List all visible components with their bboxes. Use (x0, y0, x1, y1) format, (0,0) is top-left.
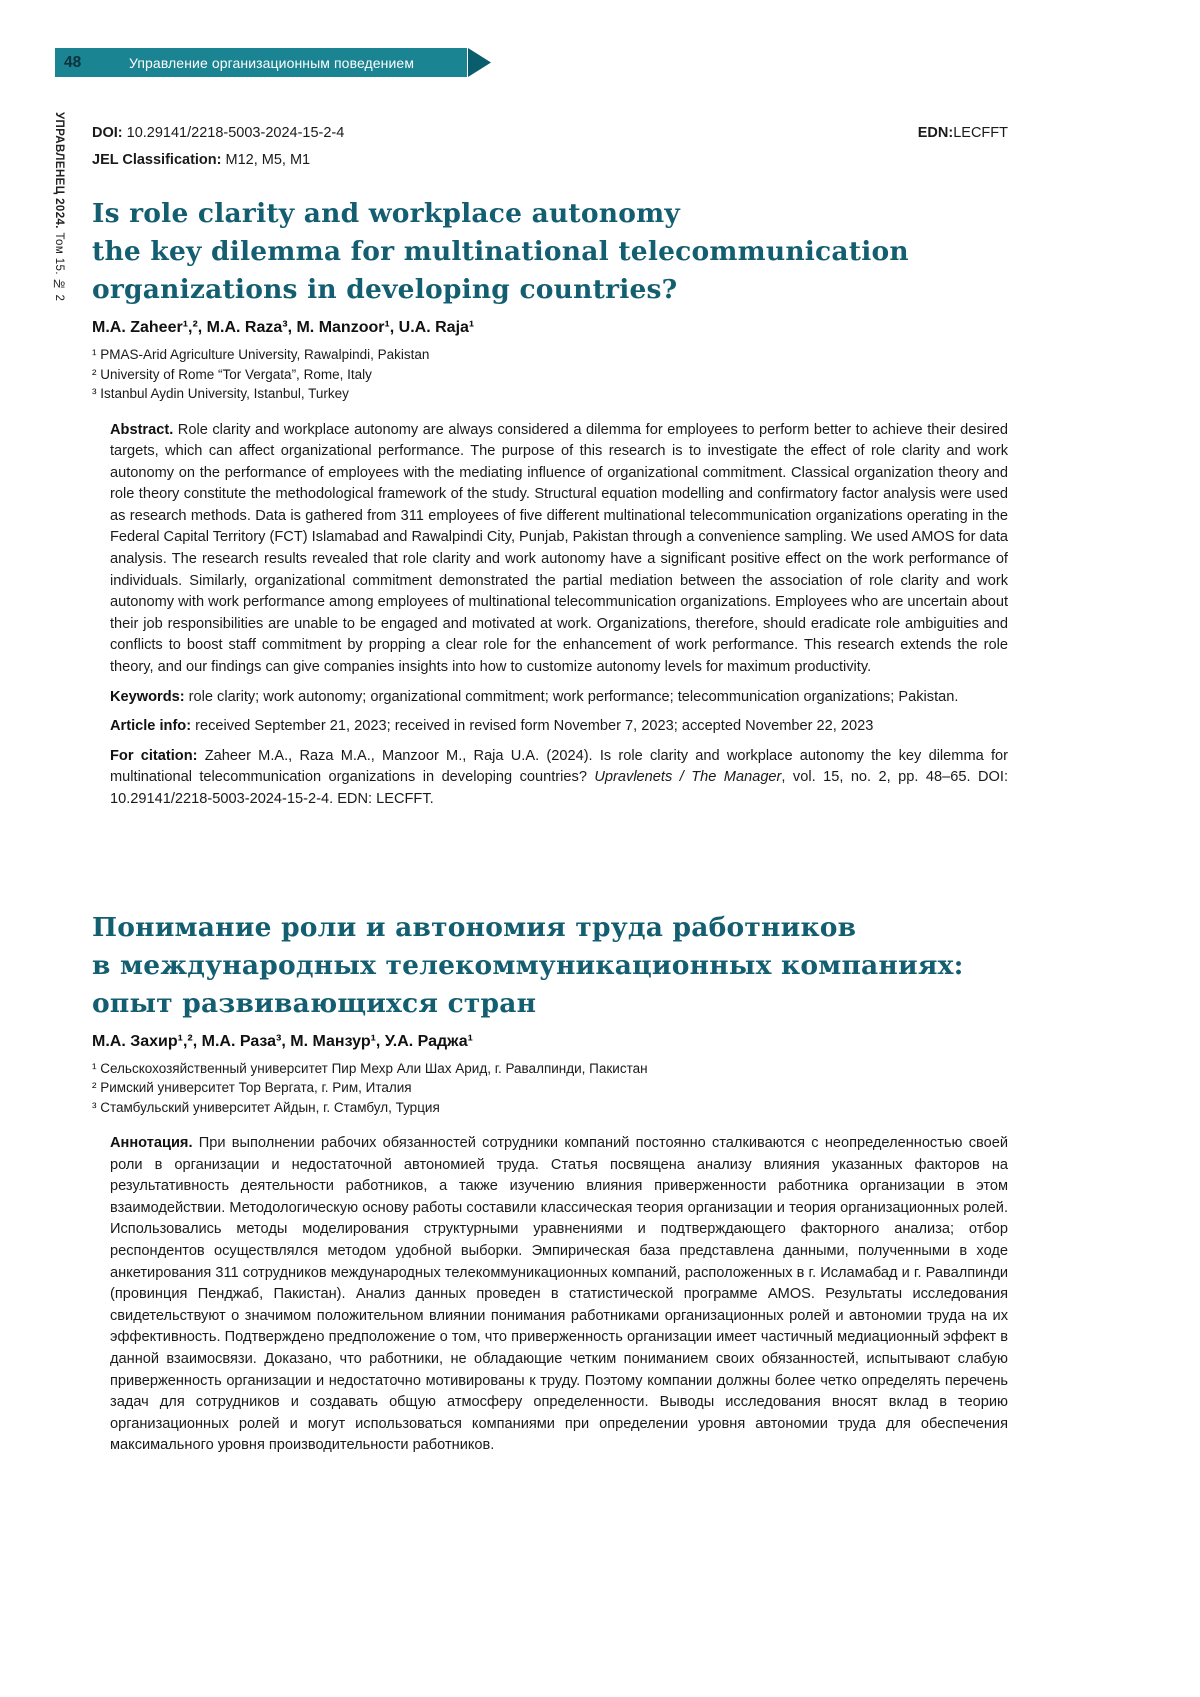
abstract-label-en: Abstract. (110, 421, 174, 438)
spine-issue-info: Том 15. № 2 (53, 232, 65, 302)
doi-value: 10.29141/2218-5003-2024-15-2-4 (126, 125, 345, 141)
title-en-line-1: Is role clarity and workplace autonomy (92, 198, 680, 229)
title-ru-line-2: в международных телекоммуникационных компаниях: (92, 949, 964, 981)
jel-label: JEL Classification: (92, 152, 222, 168)
article-info-label: Article info: (110, 718, 192, 735)
abstract-paragraph-en (110, 420, 1008, 679)
title-ru-line-1: Понимание роли и автономия труда работников (92, 911, 857, 943)
spine-journal-name: УПРАВЛЕНЕЦ 2024. (53, 112, 65, 229)
citation-journal-name: Upravlenets / The Manager (594, 769, 782, 786)
edn-label: EDN: (917, 125, 954, 141)
abstract-section-ru (92, 1133, 1008, 1457)
jel-row (92, 151, 1008, 169)
page-number: 48 (64, 53, 82, 71)
article-title-en (92, 195, 1008, 309)
affiliation-ru-1: ¹ Сельскохозяйственный университет Пир Мехр Али Шах Арид, г. Равалпинди, Пакистан (92, 1060, 648, 1076)
page-header (55, 48, 491, 77)
title-en-line-3: organizations in developing countries? (92, 274, 678, 305)
authors-ru: М.А. Захир¹,², М.А. Раза³, М. Манзур¹, У.А. Раджа¹ (92, 1032, 473, 1050)
edn-block (918, 124, 1008, 142)
citation-text-after: , vol. 15, no. 2, pp. 48–65. DOI: 10.29141/2218-5003-2024-15-2-4. EDN: LECFFT. (110, 769, 1008, 807)
keywords-text: role clarity; work autonomy; organizational commitment; work performance; telecommunication organizations; Pakistan. (188, 688, 959, 705)
affiliations-en (92, 345, 1008, 404)
citation-paragraph (110, 746, 1008, 811)
article-title-ru (92, 909, 1008, 1023)
doi-edn-row (92, 124, 1008, 142)
abstract-section-en (92, 420, 1008, 811)
journal-spine-label (53, 112, 65, 301)
doi-label: DOI: (92, 125, 123, 141)
title-ru-line-3: опыт развивающихся стран (92, 987, 537, 1019)
doi-block (92, 124, 344, 142)
abstract-text-ru: При выполнении рабочих обязанностей сотрудники компаний постоянно сталкиваются с неопределенностью своей роли в организации и недостаточной автономией труда. Статья посвящена анализу влияния указанных факторов на результативность деятельности работников, а также изучению влияния приверженности работника организации в этом взаимодействии. Методологическую основу работы составили классическая теория организации и теория организационных ролей. Использовались методы моделирования структурными уравнениями и подтверждающего факторного анализа; отбор респондентов осуществлялся методом удобной выборки. Эмпирическая база представлена данными, полученными в ходе анкетирования 311 сотрудников международных телекоммуникационных компаний, расположенных в г. Исламабад и г. Равалпинди (провинция Пенджаб, Пакистан). Анализ данных проведен в статистической программе AMOS. Результаты исследования свидетельствуют о значимом положительном влиянии понимания работниками организационных ролей и автономии труда на их эффективность. Подтверждено предположение о том, что приверженность организации имеет частичный медиационный эффект в данной взаимосвязи. Доказано, что работники, не обладающие четким пониманием своих обязанностей, испытывают слабую приверженность организации и недостаточно мотивированы к труду. Поэтому компании должны более четко определять перечень задач для сотрудников и создавать общую атмосферу определенности. Выводы исследования вносят вклад в теорию организационных ролей и могут использоваться компаниями при определении уровня автономии труда для обеспечения максимального уровня производительности работников. (110, 1135, 1008, 1454)
article-info-text: received September 21, 2023; received in revised form November 7, 2023; accepted November 22, 2023 (195, 718, 874, 735)
header-arrow-icon (468, 48, 491, 77)
affiliations-ru (92, 1059, 1008, 1118)
affiliation-ru-2: ² Римский университет Тор Вергата, г. Рим, Италия (92, 1080, 412, 1096)
abstract-text-en: Role clarity and workplace autonomy are always considered a dilemma for employees to perform better to achieve their desired targets, which can affect organizational performance. The purpose of this research is to investigate the effect of role clarity and work autonomy on the performance of employees with the mediating influence of organizational commitment. Classical organization theory and role theory constitute the methodological framework of the study. Structural equation modelling and confirmatory factor analysis were used as research methods. Data is gathered from 311 employees of five different multinational telecommunication organizations operating in the Federal Capital Territory (FCT) Islamabad and Rawalpindi City, Punjab, Pakistan through a convenience sampling. We used AMOS for data analysis. The research results revealed that role clarity and work autonomy have a significant positive effect on the work performance of individuals. Similarly, organizational commitment demonstrated the partial mediation between the association of role clarity and work autonomy with work performance among employees of multinational telecommunication organizations. Employees who are uncertain about their job responsibilities are unable to be engaged and motivated at work. Organizations, therefore, should eradicate role ambiguities and conflicts to boost staff commitment by propping a clear role for the enhancement of work performance. This research extends the role theory, and our findings can give companies insights into how to customize autonomy levels for maximum productivity. (110, 421, 1008, 676)
affiliation-en-3: ³ Istanbul Aydin University, Istanbul, Turkey (92, 386, 349, 401)
article-info-paragraph (110, 716, 1008, 738)
abstract-paragraph-ru (110, 1133, 1008, 1457)
jel-value: M12, M5, M1 (225, 152, 311, 168)
abstract-label-ru: Аннотация. (110, 1135, 193, 1152)
keywords-label: Keywords: (110, 688, 185, 705)
affiliation-en-1: ¹ PMAS-Arid Agriculture University, Rawalpindi, Pakistan (92, 347, 430, 362)
section-title: Управление организационным поведением (129, 54, 415, 71)
authors-en: M.A. Zaheer¹,², M.A. Raza³, M. Manzoor¹, U.A. Raja¹ (92, 319, 475, 336)
jel-block (92, 151, 310, 169)
citation-label: For citation: (110, 747, 198, 764)
affiliation-en-2: ² University of Rome “Tor Vergata”, Rome, Italy (92, 366, 372, 382)
edn-value: LECFFT (953, 125, 1008, 141)
article-content (92, 124, 1008, 1457)
citation-text-before: Zaheer M.A., Raza M.A., Manzoor M., Raja U.A. (2024). Is role clarity and workplace autonomy the key dilemma for multinational telecommunication organizations in developing countries? (110, 747, 1008, 786)
affiliation-ru-3: ³ Стамбульский университет Айдын, г. Стамбул, Турция (92, 1099, 440, 1115)
title-en-line-2: the key dilemma for multinational telecommunication (92, 236, 909, 267)
keywords-paragraph (110, 687, 1008, 709)
header-band (55, 48, 467, 77)
